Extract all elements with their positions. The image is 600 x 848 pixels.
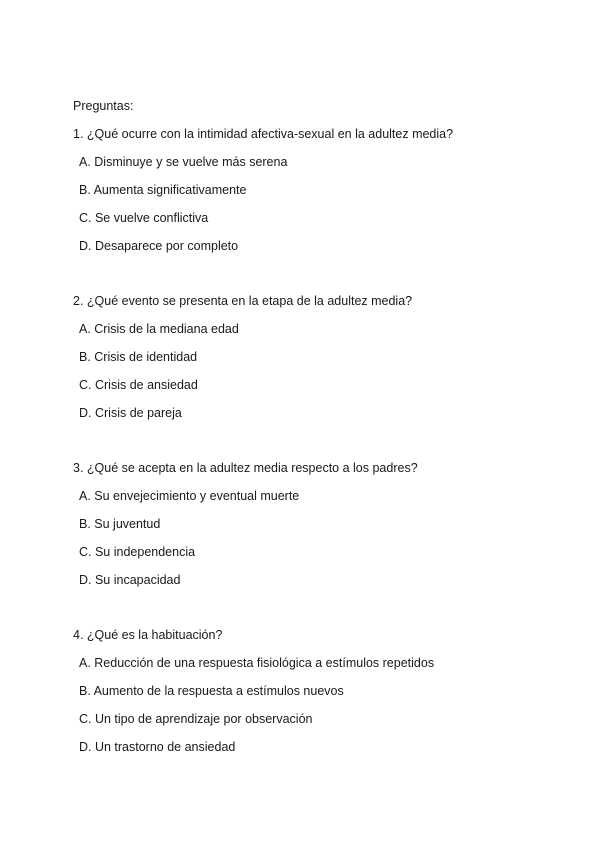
- answer-option: D. Su incapacidad: [79, 573, 181, 587]
- answer-option: A. Disminuye y se vuelve más serena: [79, 155, 288, 169]
- answer-option: A. Reducción de una respuesta fisiológica a estímulos repetidos: [79, 656, 435, 670]
- answer-option: B. Su juventud: [79, 517, 161, 531]
- answer-option: B. Aumento de la respuesta a estímulos nuevos: [79, 684, 344, 698]
- answer-option: B. Crisis de identidad: [79, 350, 198, 364]
- answer-option: D. Un trastorno de ansiedad: [79, 740, 236, 754]
- question-block: [73, 126, 593, 254]
- question-text: 2. ¿Qué evento se presenta en la etapa de la adultez media?: [73, 294, 413, 308]
- question-block: [73, 293, 593, 421]
- question-text: 1. ¿Qué ocurre con la intimidad afectiva-sexual en la adultez media?: [73, 127, 454, 141]
- answer-option: D. Desaparece por completo: [79, 239, 239, 253]
- answer-option: D. Crisis de pareja: [79, 406, 182, 420]
- question-block: [73, 460, 593, 588]
- answer-option: A. Crisis de la mediana edad: [79, 322, 239, 336]
- question-block: [73, 627, 593, 755]
- answer-option: C. Su independencia: [79, 545, 196, 559]
- answer-option: A. Su envejecimiento y eventual muerte: [79, 489, 300, 503]
- question-text: 3. ¿Qué se acepta en la adultez media respecto a los padres?: [73, 461, 418, 475]
- page-heading: Preguntas:: [73, 99, 134, 113]
- answer-option: C. Crisis de ansiedad: [79, 378, 198, 392]
- question-text: 4. ¿Qué es la habituación?: [73, 628, 223, 642]
- answer-option: C. Se vuelve conflictiva: [79, 211, 209, 225]
- answer-option: C. Un tipo de aprendizaje por observación: [79, 712, 313, 726]
- answer-option: B. Aumenta significativamente: [79, 183, 247, 197]
